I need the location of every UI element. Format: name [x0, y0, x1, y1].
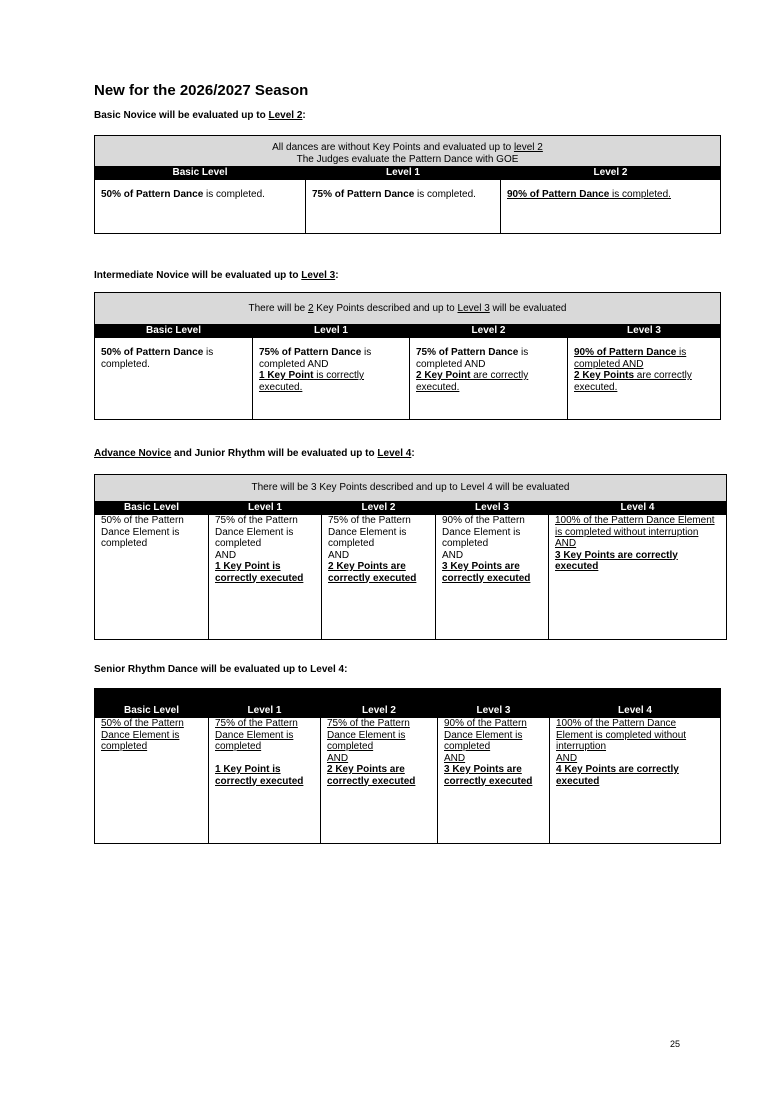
- header-level-1: Level 1: [253, 324, 410, 338]
- cell-level-1: 75% of Pattern Dance is completed.: [306, 180, 501, 234]
- cell-level-1: 75% of Pattern Dance is completed AND 1 Key Point is correctly executed.: [253, 338, 410, 420]
- cell-level-3: 90% of Pattern Dance is completed AND 2 Key Points are correctly executed.: [568, 338, 721, 420]
- cell-basic-level: 50% of the Pattern Dance Element is completed: [95, 515, 209, 640]
- table-note: All dances are without Key Points and evaluated up to level 2 The Judges evaluate the Pattern Dance with GOE: [95, 136, 721, 167]
- header-level-2: Level 2: [501, 166, 721, 180]
- header-level-3: Level 3: [436, 501, 549, 515]
- table-intermediate-novice: [94, 292, 721, 420]
- table-basic-novice: [94, 135, 721, 234]
- cell-level-1: 75% of the Pattern Dance Element is completed 1 Key Point is correctly executed: [209, 718, 321, 844]
- header-basic-level: Basic Level: [95, 324, 253, 338]
- cell-basic-level: 50% of the Pattern Dance Element is completed: [95, 718, 209, 844]
- header-level-4: Level 4: [549, 501, 727, 515]
- table-advance-novice-junior: [94, 474, 727, 640]
- cell-level-4: 100% of the Pattern Dance Element is completed without interruption AND 3 Key Points are correctly executed: [549, 515, 727, 640]
- header-level-2: Level 2: [321, 704, 438, 718]
- section-heading-advance-novice-junior: Advance Novice and Junior Rhythm will be evaluated up to Level 4:: [94, 448, 415, 459]
- header-level-1: Level 1: [209, 501, 322, 515]
- header-basic-level: Basic Level: [95, 501, 209, 515]
- header-level-1: Level 1: [306, 166, 501, 180]
- section-heading-senior-rhythm: Senior Rhythm Dance will be evaluated up to Level 4:: [94, 664, 348, 675]
- cell-level-2: 75% of the Pattern Dance Element is completed AND 2 Key Points are correctly executed: [322, 515, 436, 640]
- section-heading-intermediate-novice: Intermediate Novice will be evaluated up to Level 3:: [94, 270, 339, 281]
- cell-level-2: 90% of Pattern Dance is completed.: [501, 180, 721, 234]
- section-heading-basic-novice: Basic Novice will be evaluated up to Level 2:: [94, 110, 306, 121]
- cell-level-3: 90% of the Pattern Dance Element is completed AND 3 Key Points are correctly executed: [436, 515, 549, 640]
- page-number: 25: [669, 1039, 680, 1049]
- table-senior-rhythm: [94, 688, 721, 844]
- page-title: New for the 2026/2027 Season: [94, 82, 309, 99]
- cell-level-3: 90% of the Pattern Dance Element is completed AND 3 Key Points are correctly executed: [438, 718, 550, 844]
- header-level-4: Level 4: [550, 704, 721, 718]
- cell-level-2: 75% of the Pattern Dance Element is completed AND 2 Key Points are correctly executed: [321, 718, 438, 844]
- header-level-3: Level 3: [568, 324, 721, 338]
- header-level-3: Level 3: [438, 704, 550, 718]
- cell-basic-level: 50% of Pattern Dance is completed.: [95, 338, 253, 420]
- cell-level-2: 75% of Pattern Dance is completed AND 2 Key Point are correctly executed.: [410, 338, 568, 420]
- header-level-2: Level 2: [410, 324, 568, 338]
- table-note: There will be 3 Key Points described and up to Level 4 will be evaluated: [95, 475, 727, 502]
- header-level-1: Level 1: [209, 704, 321, 718]
- header-basic-level: Basic Level: [95, 166, 306, 180]
- header-level-2: Level 2: [322, 501, 436, 515]
- header-basic-level: Basic Level: [95, 704, 209, 718]
- cell-level-4: 100% of the Pattern Dance Element is completed without interruption AND 4 Key Points are correctly executed: [550, 718, 721, 844]
- table-note: There will be 2 Key Points described and up to Level 3 will be evaluated: [95, 293, 721, 325]
- cell-level-1: 75% of the Pattern Dance Element is completed AND 1 Key Point is correctly executed: [209, 515, 322, 640]
- cell-basic-level: 50% of Pattern Dance is completed.: [95, 180, 306, 234]
